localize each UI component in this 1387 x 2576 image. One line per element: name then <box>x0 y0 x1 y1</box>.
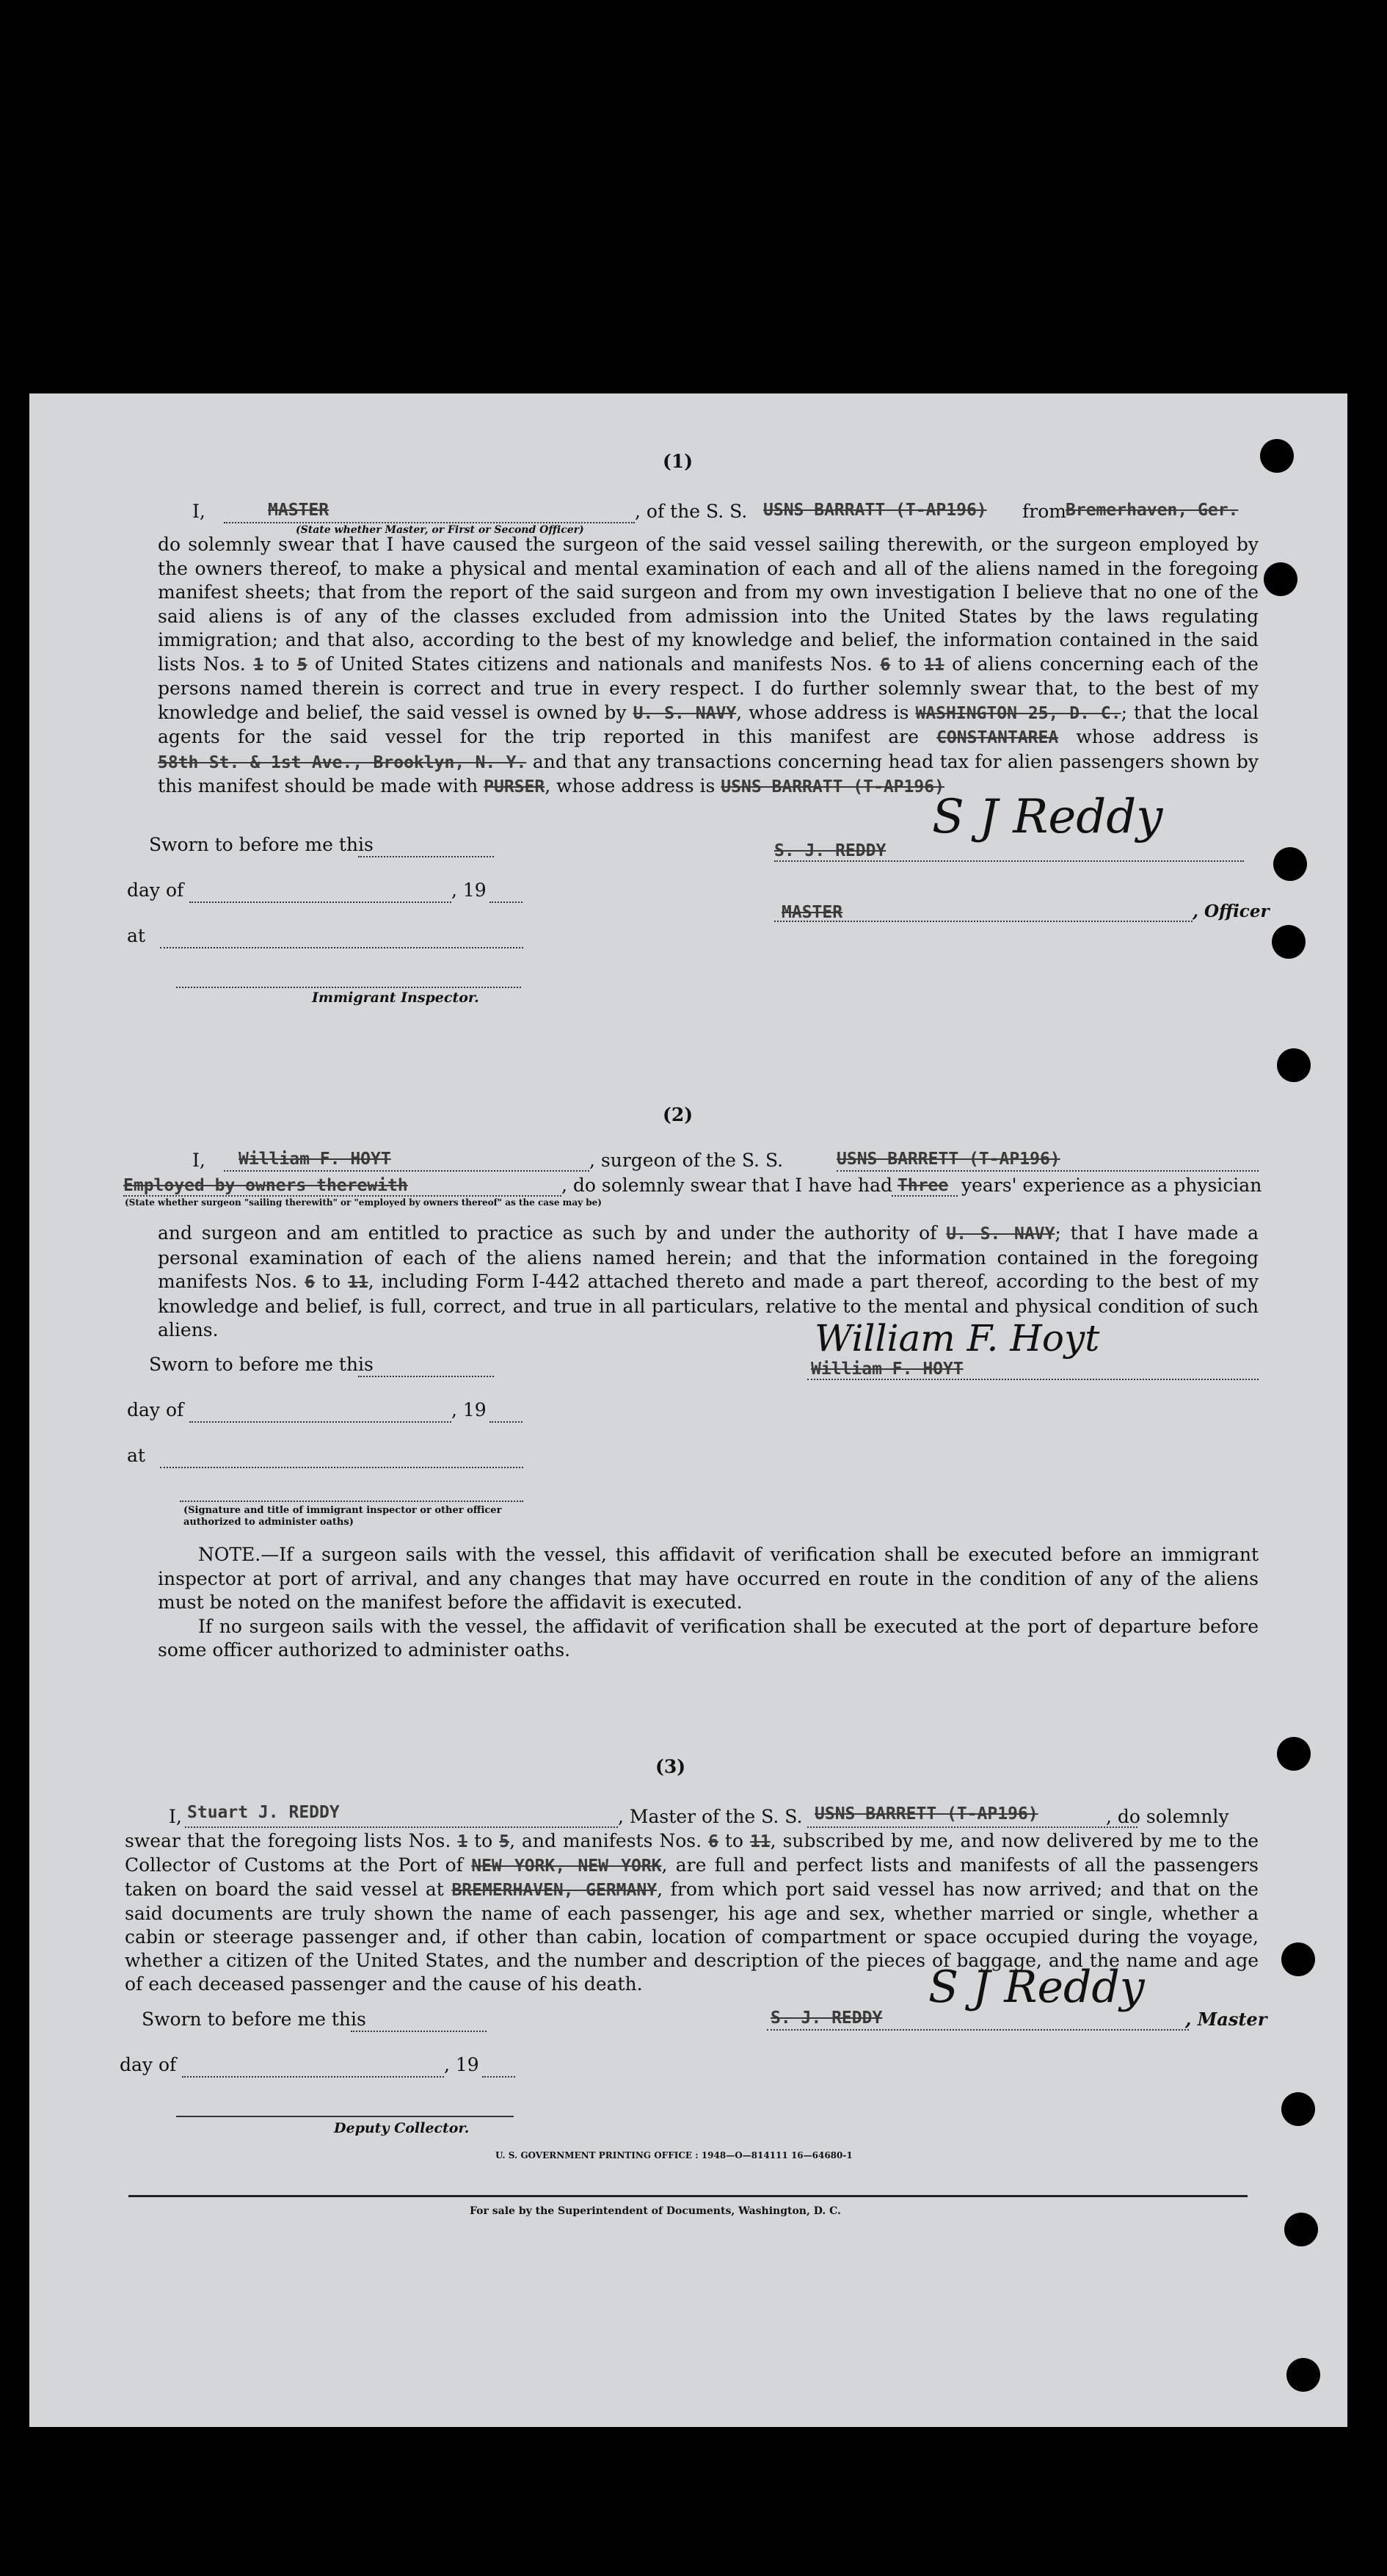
label-of-ss: , of the S. S. <box>635 501 748 522</box>
master-of-label: , Master of the S. S. <box>618 1806 803 1827</box>
manifest-to: 11 <box>348 1273 368 1292</box>
at-label: at <box>127 925 145 946</box>
binder-hole <box>1277 1737 1311 1771</box>
lists-from: 1 <box>457 1832 468 1851</box>
binder-hole <box>1273 847 1307 881</box>
arrival-port: NEW YORK, NEW YORK <box>471 1857 662 1876</box>
day-of-label: day of <box>127 1399 184 1421</box>
year-label: , 19 <box>444 2054 479 2075</box>
agents-address: 58th St. & 1st Ave., Brooklyn, N. Y. <box>158 752 527 772</box>
sworn-label: Sworn to before me this <box>142 2009 366 2030</box>
officer-hint: (Signature and title of immigrant inspector or other officer authorized to administer oaths) <box>183 1505 502 1528</box>
vessel-name: USNS BARRETT (T-AP196) <box>815 1804 1038 1824</box>
lists-to: 5 <box>499 1832 510 1851</box>
head-tax-address: USNS BARRATT (T-AP196) <box>721 777 944 797</box>
departure-port: Bremerhaven, Ger. <box>1066 501 1239 520</box>
sworn-label: Sworn to before me this <box>149 834 374 855</box>
employment-hint: (State whether surgeon "sailing therewith" or "employed by owners thereof" as the case may be) <box>125 1197 602 1208</box>
sworn-label: Sworn to before me this <box>149 1354 374 1375</box>
local-agents: CONSTANTAREA <box>936 728 1059 747</box>
manifest-to: 11 <box>924 655 944 675</box>
signer-name: S. J. REDDY <box>771 2009 883 2028</box>
manifest-from: 6 <box>305 1273 315 1292</box>
section2-body: and surgeon and am entitled to practice as such by and under the authority of U. S. NAVY; that I have made a personal examination of each of the aliens named herein; and that the information contained in the foregoing manifests Nos. 6 to 11, including Form I-442 attached thereto and made a part thereof, according to the best of my knowledge and belief, is full, correct, and true in all particulars, relative to the mental and physical condition of such aliens. <box>158 1222 1259 1340</box>
section-number: (3) <box>655 1756 686 1777</box>
collector-label: Deputy Collector. <box>334 2120 470 2136</box>
lists-to: 5 <box>296 655 307 675</box>
officer-label: , Officer <box>1193 901 1270 921</box>
note-paragraph: NOTE.—If a surgeon sails with the vessel, this affidavit of verification shall be executed before an immigrant inspector at port of arrival, and any changes that may have occurred en route in the condition of any of the aliens must be noted on the manifest before the affidavit is executed. If no surgeon sails with the vessel, the affidavit of verification shall be executed at the port of departure before some officer authorized to administer oaths. <box>158 1544 1259 1661</box>
master-rank-value: MASTER <box>268 501 330 520</box>
manifest-from: 6 <box>880 655 891 675</box>
inspector-label: Immigrant Inspector. <box>312 990 479 1006</box>
day-of-label: day of <box>127 879 184 901</box>
day-of-label: day of <box>120 2054 177 2075</box>
manifest-page <box>29 393 1347 2427</box>
vessel-name: USNS BARRATT (T-AP196) <box>763 501 987 520</box>
year-label: , 19 <box>451 879 487 901</box>
binder-hole <box>1286 2358 1320 2392</box>
signer-name: S. J. REDDY <box>774 841 887 860</box>
experience-label: years' experience as a physician <box>961 1175 1262 1196</box>
oath-i: I, <box>169 1806 182 1827</box>
manifest-from: 6 <box>708 1832 718 1851</box>
vessel-name: USNS BARRETT (T-AP196) <box>837 1150 1060 1169</box>
signer-title: MASTER <box>782 903 843 922</box>
binder-hole <box>1264 562 1297 596</box>
master-full-name: Stuart J. REDDY <box>187 1803 340 1822</box>
head-tax-contact: PURSER <box>484 777 545 797</box>
year-label: , 19 <box>451 1399 487 1421</box>
lists-from: 1 <box>253 655 263 675</box>
printing-office-note: U. S. GOVERNMENT PRINTING OFFICE : 1948—O—814111 16—64680-1 <box>495 2150 853 2160</box>
oath-i: I, <box>192 501 205 522</box>
binder-hole <box>1260 439 1294 473</box>
vessel-owner: U. S. NAVY <box>633 703 737 723</box>
section-number: (2) <box>663 1104 694 1125</box>
sale-note: For sale by the Superintendent of Documents, Washington, D. C. <box>470 2205 841 2217</box>
section-number: (1) <box>663 451 694 472</box>
label-from: from <box>1022 501 1066 522</box>
at-label: at <box>127 1445 145 1466</box>
section1-body: do solemnly swear that I have caused the surgeon of the said vessel sailing therewith, or the surgeon employed by the owners thereof, to make a physical and mental examination of each and all of the aliens named in the foregoing manifest sheets; that from the report of the said surgeon and from my own investigation I believe that no one of the said aliens is of any of the classes excluded from admission into the United States by the laws regulating immigration; and that also, according to the best of my knowledge and belief, the information contained in the said lists Nos. 1 to 5 of United States citizens and nationals and manifests Nos. 6 to 11 of aliens concerning each of the persons named therein is correct and true in every respect. I do further solemnly swear that, to the best of my knowledge and belief, the said vessel is owned by U. S. NAVY, whose address is WASHINGTON 25, D. C.; that the local agents for the said vessel for the trip reported in this manifest are CONSTANTAREA whose address is 58th St. & 1st Ave., Brooklyn, N. Y. and that any transactions concerning head tax for alien passengers shown by this manifest should be made with PURSER, whose address is USNS BARRATT (T-AP196) <box>158 534 1259 797</box>
section3-body: swear that the foregoing lists Nos. 1 to 5, and manifests Nos. 6 to 11, subscribed by me, and now delivered by me to the Collector of Customs at the Port of NEW YORK, NEW YORK, are full and perfect lists and manifests of all the passengers taken on board the said vessel at BREMERHAVEN, GERMANY, from which port said vessel has now arrived; and that on the said documents are truly shown the name of each passenger, his age and sex, whether married or single, whether a cabin or steerage passenger and, if other than cabin, location of compartment or space occupied during the voyage, whether a citizen of the United States, and the number and description of the pieces of baggage, and the name and age of each deceased passenger and the cause of his death. <box>125 1830 1259 1995</box>
surgeon-signer: William F. HOYT <box>811 1360 964 1379</box>
owner-address: WASHINGTON 25, D. C. <box>915 703 1121 723</box>
surgeon-signature: William F. Hoyt <box>815 1317 1100 1360</box>
binder-hole <box>1284 2213 1318 2246</box>
master-rank-hint: (State whether Master, or First or Second Officer) <box>296 524 584 536</box>
employment-status: Employed by owners therewith <box>123 1176 408 1195</box>
manifest-to: 11 <box>749 1832 771 1851</box>
years-experience: Three <box>898 1176 949 1195</box>
binder-hole <box>1272 925 1306 959</box>
boarding-port: BREMERHAVEN, GERMANY <box>451 1881 658 1900</box>
solemnly-label: , do solemnly <box>1106 1806 1229 1827</box>
surgeon-name: William F. HOYT <box>239 1150 391 1169</box>
swear-label: , do solemnly swear that I have had <box>561 1175 893 1196</box>
oath-i: I, <box>192 1150 205 1171</box>
binder-hole <box>1277 1048 1311 1082</box>
master-signature: S J Reddy <box>928 1962 1145 2013</box>
surgeon-of-label: , surgeon of the S. S. <box>589 1150 784 1171</box>
binder-hole <box>1281 1942 1315 1976</box>
master-label: , Master <box>1185 2009 1267 2030</box>
binder-hole <box>1281 2092 1315 2126</box>
master-signature: S J Reddy <box>932 790 1163 844</box>
surgeon-authority: U. S. NAVY <box>946 1224 1055 1244</box>
